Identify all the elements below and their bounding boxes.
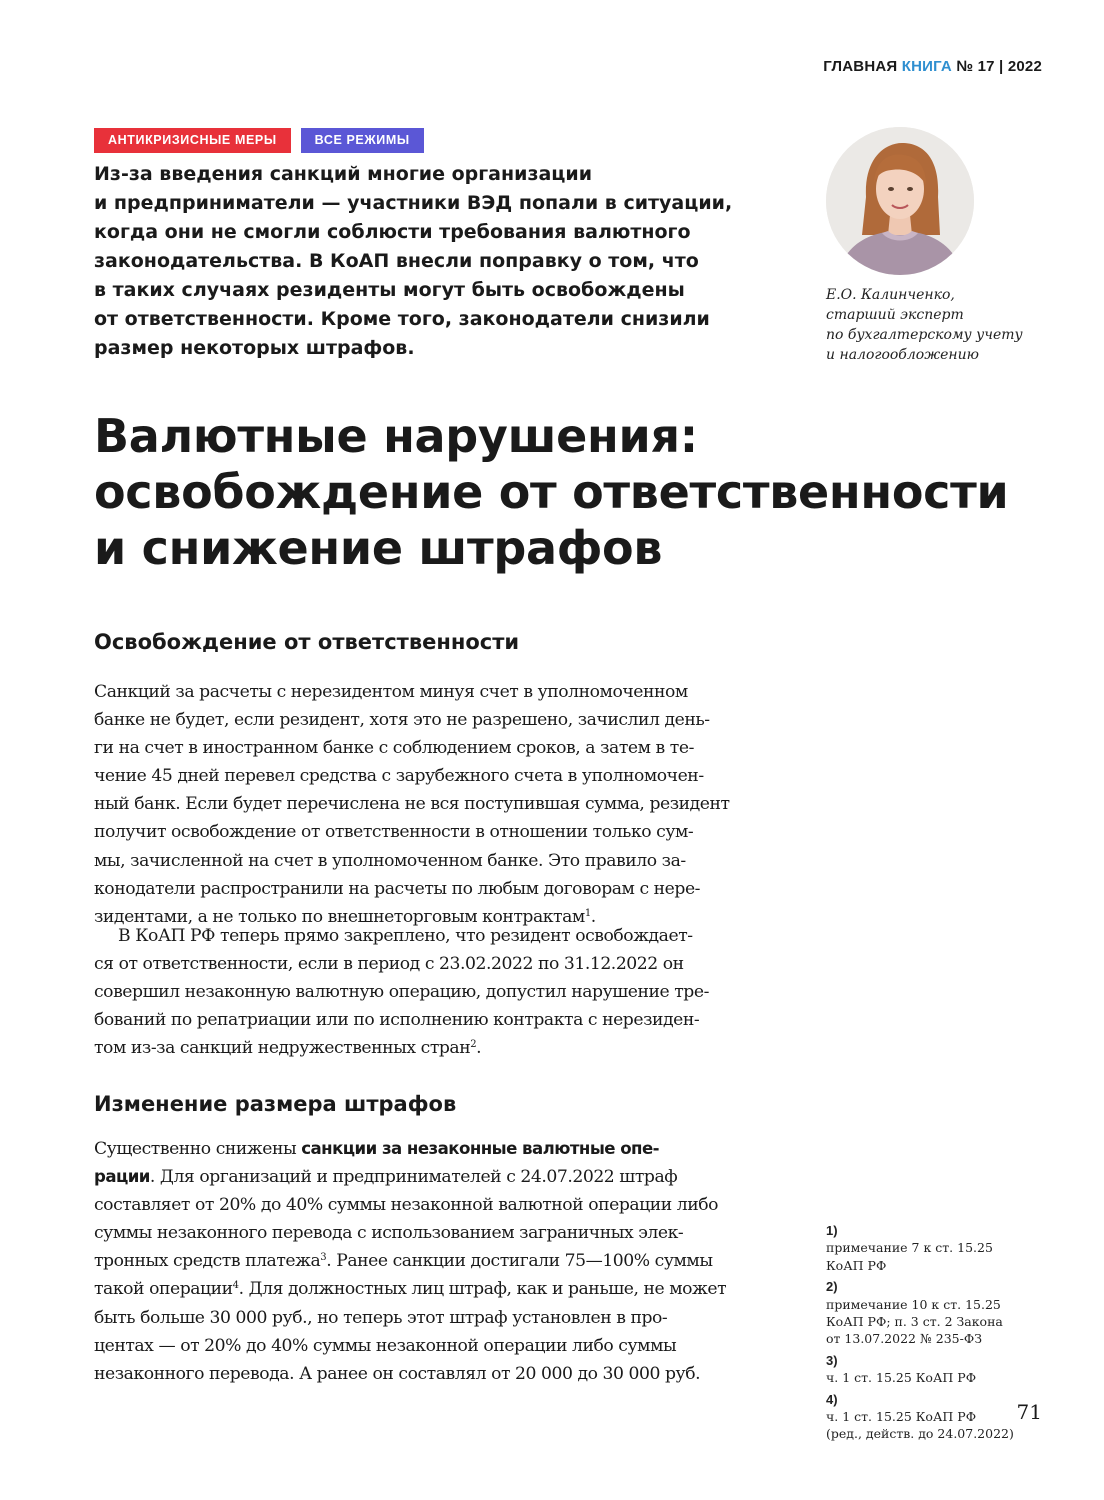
text-fragment: . Для должностных лиц штраф, как и раньше, не может — [238, 1279, 727, 1300]
bold-link-sanctions-end: рации — [94, 1167, 150, 1187]
lead-line: когда они не смогли соблюсти требования валютного — [94, 221, 691, 243]
text-fragment: . Ранее санкции достигали 75—100% суммы — [326, 1251, 713, 1272]
footnote-1 — [826, 1222, 1066, 1274]
footnote-ref-4[interactable]: 4 — [232, 1280, 239, 1292]
text-line: суммы незаконного перевода с использованием заграничных элек- — [94, 1223, 684, 1244]
footnote-line: КоАП РФ — [826, 1257, 887, 1273]
paragraph-fines — [94, 1135, 774, 1388]
footnote-text: ч. 1 ст. 15.25 КоАП РФ — [826, 1370, 977, 1386]
lead-line: и предприниматели — участники ВЭД попали в ситуации, — [94, 192, 733, 214]
text-line: В КоАП РФ теперь прямо закреплено, что резидент освобождает- — [118, 926, 693, 946]
author-name: Е.О. Калинченко, — [826, 287, 955, 303]
footnote-line — [826, 1352, 1066, 1387]
footnote-ref-3[interactable]: 3 — [320, 1252, 327, 1264]
footnote-line — [826, 1222, 1066, 1257]
paragraph-exemption-2 — [94, 922, 774, 1062]
text-line: чение 45 дней перевел средства с зарубежного счета в уполномочен- — [94, 766, 704, 787]
text-line: ный банк. Если будет перечислена не вся поступившая сумма, резидент — [94, 794, 730, 815]
footnote-ref-2[interactable]: 2 — [470, 1039, 477, 1051]
magazine-name-part1: ГЛАВНАЯ — [823, 58, 898, 75]
footnote-number: 2) — [826, 1279, 838, 1295]
text-fragment: зидентами, а не только по внешнеторговым контрактам — [94, 906, 585, 927]
author-caption — [826, 285, 1046, 365]
text-line — [94, 1135, 774, 1163]
author-photo — [826, 127, 974, 275]
lead-paragraph — [94, 160, 794, 363]
paragraph-exemption-1 — [94, 678, 774, 931]
tag-anticrisis: АНТИКРИЗИСНЫЕ МЕРЫ — [94, 128, 291, 153]
text-fragment: такой операции — [94, 1279, 233, 1300]
text-line: незаконного перевода. А ранее он составлял от 20 000 до 30 000 руб. — [94, 1363, 701, 1384]
author-position: старший эксперт — [826, 307, 964, 323]
text-line — [94, 1247, 774, 1275]
section-heading-exemption: Освобождение от ответственности — [94, 630, 520, 654]
title-line: Валютные нарушения: — [94, 409, 698, 463]
footnote-3 — [826, 1352, 1066, 1387]
footnote-line: КоАП РФ; п. 3 ст. 2 Закона — [826, 1314, 1003, 1330]
text-fragment: . — [590, 906, 596, 927]
text-line — [94, 1034, 774, 1062]
text-line — [94, 1163, 774, 1191]
text-line: получит освобождение от ответственности в отношении только сум- — [94, 822, 694, 843]
lead-line: от ответственности. Кроме того, законодатели снизили — [94, 308, 710, 330]
running-head — [823, 58, 1042, 75]
title-line: и снижение штрафов — [94, 521, 663, 575]
author-portrait-icon — [826, 127, 974, 275]
text-fragment: . — [476, 1038, 482, 1059]
text-fragment: Существенно снижены — [94, 1139, 302, 1159]
issue-number: № 17 | 2022 — [956, 58, 1042, 75]
lead-line: размер некоторых штрафов. — [94, 337, 415, 359]
text-fragment: . Для организаций и предпринимателей с 24.07.2022 штраф — [149, 1167, 678, 1188]
footnote-number: 1) — [826, 1223, 838, 1238]
lead-line: Из-за введения санкций многие организации — [94, 163, 593, 185]
magazine-name-part2: КНИГА — [901, 58, 952, 75]
tag-all-regimes: ВСЕ РЕЖИМЫ — [301, 128, 424, 153]
title-line: освобождение от ответственности — [94, 465, 1009, 519]
text-line: составляет от 20% до 40% суммы незаконной валютной операции либо — [94, 1195, 719, 1216]
text-line: мы, зачисленной на счет в уполномоченном банке. Это правило за- — [94, 850, 686, 871]
footnote-ref-1[interactable]: 1 — [584, 907, 591, 919]
text-line: ги на счет в иностранном банке с соблюдением сроков, а затем в те- — [94, 738, 694, 759]
footnote-line — [826, 1278, 1066, 1313]
footnote-text: ч. 1 ст. 15.25 КоАП РФ — [826, 1409, 977, 1425]
text-line: бований по репатриации или по исполнению контракта с нерезиден- — [94, 1010, 700, 1031]
text-fragment: том из-за санкций недружественных стран — [94, 1038, 471, 1059]
footnote-text: примечание 10 к ст. 15.25 — [826, 1296, 1001, 1312]
footnote-number: 3) — [826, 1352, 838, 1368]
lead-line: в таких случаях резиденты могут быть освобождены — [94, 279, 685, 301]
text-line: конодатели распространили на расчеты по любым договорам с нере- — [94, 878, 701, 899]
page-number: 71 — [1016, 1400, 1042, 1424]
text-line: совершил незаконную валютную операцию, допустил нарушение тре- — [94, 982, 709, 1003]
text-line: банке не будет, если резидент, хотя это не разрешено, зачислил день- — [94, 710, 710, 731]
section-heading-fines: Изменение размера штрафов — [94, 1092, 457, 1116]
text-line — [94, 1275, 774, 1303]
footnote-line: от 13.07.2022 № 235-ФЗ — [826, 1331, 983, 1347]
lead-line: законодательства. В КоАП внесли поправку о том, что — [94, 250, 699, 272]
author-position: и налогообложению — [826, 347, 979, 363]
text-line: ся от ответственности, если в период с 23.02.2022 по 31.12.2022 он — [94, 954, 684, 975]
footnote-text: примечание 7 к ст. 15.25 — [826, 1240, 993, 1256]
author-position: по бухгалтерскому учету — [826, 327, 1023, 343]
text-fragment: тронных средств платежа — [94, 1251, 321, 1272]
rubric-tags — [94, 128, 424, 153]
footnote-number: 4) — [826, 1391, 838, 1407]
footnote-line: (ред., действ. до 24.07.2022) — [826, 1426, 1014, 1442]
footnote-2 — [826, 1278, 1066, 1348]
bold-link-sanctions: санкции за незаконные валютные опе- — [301, 1139, 660, 1158]
text-line: быть больше 30 000 руб., но теперь этот штраф установлен в про- — [94, 1307, 668, 1328]
text-line: Санкций за расчеты с нерезидентом минуя счет в уполномоченном — [94, 682, 688, 702]
text-line: центах — от 20% до 40% суммы незаконной операции либо суммы — [94, 1335, 677, 1356]
article-title — [94, 408, 1054, 576]
